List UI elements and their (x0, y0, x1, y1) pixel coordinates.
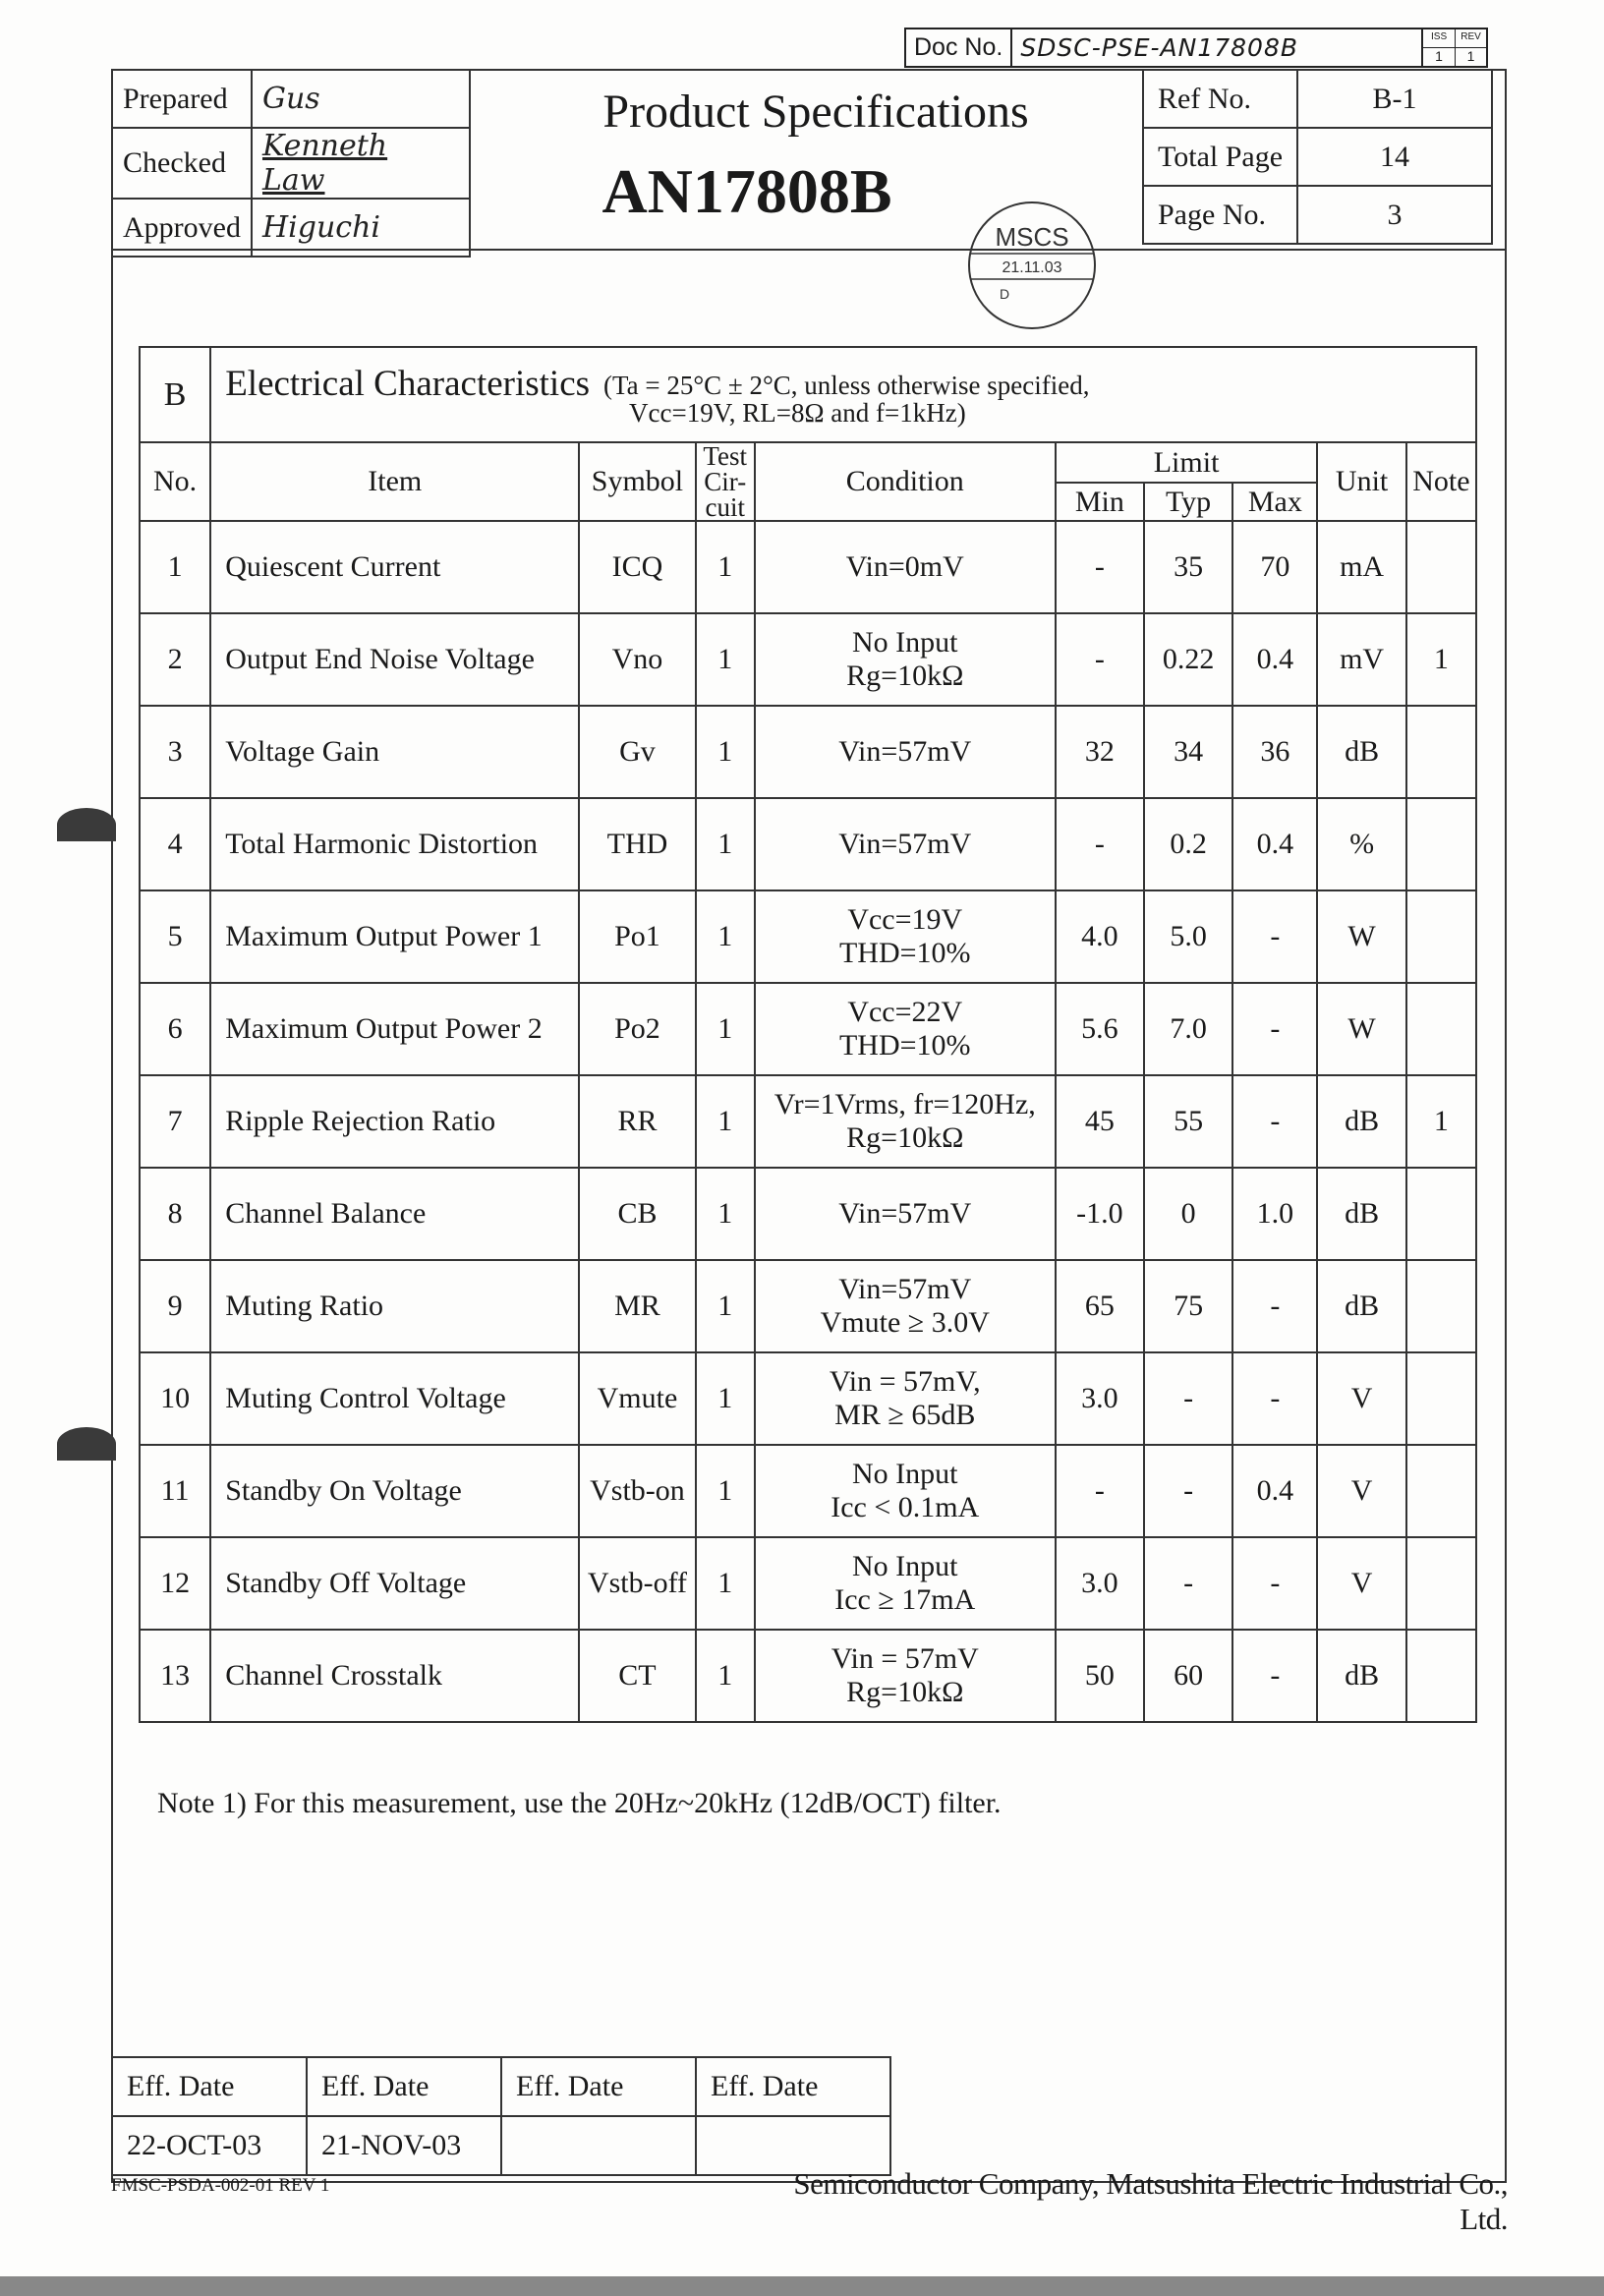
footnote: Note 1) For this measurement, use the 20Hz~20kHz (12dB/OCT) filter. (157, 1787, 1002, 1819)
cell-circuit: 1 (696, 983, 755, 1075)
table-row (140, 1075, 1476, 1168)
stamp-org: MSCS (995, 222, 1069, 252)
cell-no: 12 (140, 1537, 210, 1630)
cell-circuit: 1 (696, 613, 755, 706)
condition-cell (755, 1075, 1056, 1168)
cell-circuit: 1 (696, 521, 755, 613)
cell-typ: - (1144, 1352, 1232, 1445)
cell-unit: % (1317, 798, 1405, 890)
cell-item: Total Harmonic Distortion (210, 798, 579, 890)
condition-line: Vin=0mV (845, 550, 964, 583)
cell-note (1406, 1168, 1476, 1260)
cell-max: 70 (1232, 521, 1317, 613)
cell-min: 45 (1056, 1075, 1144, 1168)
cell-max: 0.4 (1232, 613, 1317, 706)
punch-hole-mark (57, 808, 116, 841)
table-row (140, 798, 1476, 890)
cell-max: 0.4 (1232, 798, 1317, 890)
eff-date-value: 21-NOV-03 (307, 2116, 501, 2175)
col-symbol: Symbol (579, 442, 695, 521)
condition-line: Icc < 0.1mA (831, 1491, 980, 1523)
cell-no: 6 (140, 983, 210, 1075)
table-row (140, 1168, 1476, 1260)
scan-edge (0, 2276, 1604, 2296)
cell-item: Ripple Rejection Ratio (210, 1075, 579, 1168)
cell-unit: W (1317, 983, 1405, 1075)
cell-no: 4 (140, 798, 210, 890)
electrical-characteristics-table (139, 346, 1477, 1723)
eff-label-row (112, 2057, 890, 2116)
col-unit: Unit (1317, 442, 1405, 521)
condition-cell (755, 1168, 1056, 1260)
cell-item: Maximum Output Power 2 (210, 983, 579, 1075)
cell-circuit: 1 (696, 1630, 755, 1722)
effective-date-table (111, 2056, 891, 2176)
col-item: Item (210, 442, 579, 521)
condition-line: Vmute ≥ 3.0V (820, 1306, 990, 1339)
cell-note: 1 (1406, 1075, 1476, 1168)
reference-row (1143, 128, 1492, 186)
cell-min: 32 (1056, 706, 1144, 798)
cell-note (1406, 1537, 1476, 1630)
condition-line: Vcc=19V (847, 903, 963, 936)
cell-circuit: 1 (696, 1168, 755, 1260)
condition-cell (755, 613, 1056, 706)
condition-line: Rg=10kΩ (846, 1121, 964, 1154)
approval-row (112, 128, 470, 199)
cell-min: - (1056, 1445, 1144, 1537)
cell-typ: - (1144, 1445, 1232, 1537)
cell-symbol: THD (579, 798, 695, 890)
cell-circuit: 1 (696, 798, 755, 890)
cell-unit: mA (1317, 521, 1405, 613)
cell-circuit: 1 (696, 890, 755, 983)
cell-max: 1.0 (1232, 1168, 1317, 1260)
cell-no: 11 (140, 1445, 210, 1537)
condition-line: MR ≥ 65dB (834, 1399, 976, 1431)
table-row (140, 706, 1476, 798)
cell-unit: dB (1317, 1260, 1405, 1352)
cell-unit: dB (1317, 706, 1405, 798)
approval-label: Prepared (112, 70, 252, 128)
table-body (140, 521, 1476, 1722)
cell-no: 5 (140, 890, 210, 983)
cell-symbol: Vstb-off (579, 1537, 695, 1630)
cell-note (1406, 1352, 1476, 1445)
reference-label: Total Page (1143, 128, 1297, 186)
cell-typ: 5.0 (1144, 890, 1232, 983)
cell-note (1406, 1260, 1476, 1352)
approval-label: Approved (112, 199, 252, 257)
cell-typ: 75 (1144, 1260, 1232, 1352)
eff-date-label: Eff. Date (696, 2057, 890, 2116)
cell-typ: - (1144, 1537, 1232, 1630)
cell-no: 2 (140, 613, 210, 706)
cell-min: -1.0 (1056, 1168, 1144, 1260)
col-no: No. (140, 442, 210, 521)
condition-line: Rg=10kΩ (846, 660, 964, 692)
approval-label: Checked (112, 128, 252, 199)
cell-min: 4.0 (1056, 890, 1144, 983)
issue-revision-box (1421, 29, 1486, 66)
cell-symbol: RR (579, 1075, 695, 1168)
cell-min: 50 (1056, 1630, 1144, 1722)
cell-note (1406, 890, 1476, 983)
cell-typ: 34 (1144, 706, 1232, 798)
reference-value: B-1 (1297, 70, 1492, 128)
condition-line: Vin = 57mV, (829, 1365, 981, 1398)
doc-number-label: Doc No. (906, 29, 1012, 66)
issue-label: ISS (1431, 31, 1448, 42)
cell-max: - (1232, 1260, 1317, 1352)
cell-item: Channel Balance (210, 1168, 579, 1260)
prepared-signature: Gus (252, 70, 470, 128)
reference-row (1143, 70, 1492, 128)
cell-item: Output End Noise Voltage (210, 613, 579, 706)
cell-max: - (1232, 983, 1317, 1075)
approval-table (111, 69, 471, 258)
doc-number-box (904, 28, 1488, 68)
cell-typ: 0.22 (1144, 613, 1232, 706)
condition-cell (755, 890, 1056, 983)
stamp-mark: D (999, 286, 1010, 302)
doc-number-value: SDSC-PSE-AN17808B (1020, 33, 1299, 62)
condition-cell (755, 983, 1056, 1075)
cell-typ: 7.0 (1144, 983, 1232, 1075)
col-test-circuit: Test Cir- cuit (696, 442, 755, 521)
table-row (140, 1630, 1476, 1722)
cell-note (1406, 521, 1476, 613)
cell-min: - (1056, 798, 1144, 890)
cell-typ: 0 (1144, 1168, 1232, 1260)
column-header-row (140, 442, 1476, 483)
condition-line: Vr=1Vrms, fr=120Hz, (773, 1088, 1036, 1120)
cell-unit: dB (1317, 1168, 1405, 1260)
reference-value: 3 (1297, 186, 1492, 244)
cell-symbol: Vno (579, 613, 695, 706)
col-limit: Limit (1056, 442, 1318, 483)
section-letter: B (140, 347, 210, 442)
condition-line: Vin=57mV (838, 735, 972, 768)
table-row (140, 983, 1476, 1075)
cell-max: 0.4 (1232, 1445, 1317, 1537)
cell-typ: 35 (1144, 521, 1232, 613)
cell-symbol: Po1 (579, 890, 695, 983)
cell-unit: mV (1317, 613, 1405, 706)
cell-max: - (1232, 1352, 1317, 1445)
cell-no: 1 (140, 521, 210, 613)
cell-note: 1 (1406, 613, 1476, 706)
punch-hole-mark (57, 1427, 116, 1461)
cell-item: Quiescent Current (210, 521, 579, 613)
table-row (140, 521, 1476, 613)
section-conditions-line1: (Ta = 25°C ± 2°C, unless otherwise specified, (603, 370, 1090, 400)
reference-table (1142, 69, 1493, 245)
reference-row (1143, 186, 1492, 244)
cell-circuit: 1 (696, 1075, 755, 1168)
cell-unit: V (1317, 1445, 1405, 1537)
table-row (140, 1260, 1476, 1352)
condition-cell (755, 1260, 1056, 1352)
cell-max: - (1232, 1075, 1317, 1168)
table-row (140, 1537, 1476, 1630)
condition-line: Vin = 57mV (831, 1642, 979, 1675)
cell-circuit: 1 (696, 1260, 755, 1352)
cell-symbol: Gv (579, 706, 695, 798)
reference-label: Ref No. (1143, 70, 1297, 128)
table-row (140, 890, 1476, 983)
condition-cell (755, 798, 1056, 890)
cell-no: 9 (140, 1260, 210, 1352)
cell-item: Muting Ratio (210, 1260, 579, 1352)
condition-cell (755, 706, 1056, 798)
condition-line: No Input (852, 626, 958, 659)
table-row (140, 613, 1476, 706)
reference-value: 14 (1297, 128, 1492, 186)
cell-item: Standby Off Voltage (210, 1537, 579, 1630)
cell-circuit: 1 (696, 1445, 755, 1537)
reference-label: Page No. (1143, 186, 1297, 244)
condition-line: Vin=57mV (838, 1273, 972, 1305)
eff-date-label: Eff. Date (501, 2057, 696, 2116)
section-title-cell (210, 347, 1476, 442)
condition-line: Vin=57mV (838, 828, 972, 860)
cell-note (1406, 1445, 1476, 1537)
cell-note (1406, 798, 1476, 890)
cell-symbol: CT (579, 1630, 695, 1722)
cell-typ: 60 (1144, 1630, 1232, 1722)
stamp-date: 21.11.03 (1002, 259, 1062, 276)
cell-circuit: 1 (696, 706, 755, 798)
section-conditions-line2: Vcc=19V, RL=8Ω and f=1kHz) (629, 397, 966, 428)
cell-unit: dB (1317, 1075, 1405, 1168)
condition-cell (755, 1537, 1056, 1630)
cell-no: 8 (140, 1168, 210, 1260)
table-row (140, 1445, 1476, 1537)
condition-cell (755, 1352, 1056, 1445)
eff-date-label: Eff. Date (307, 2057, 501, 2116)
cell-unit: W (1317, 890, 1405, 983)
eff-date-value: 22-OCT-03 (112, 2116, 307, 2175)
cell-max: - (1232, 1630, 1317, 1722)
cell-unit: V (1317, 1352, 1405, 1445)
section-header-row (140, 347, 1476, 442)
eff-date-value (501, 2116, 696, 2175)
product-code: AN17808B (602, 156, 892, 226)
cell-typ: 55 (1144, 1075, 1232, 1168)
cell-min: 5.6 (1056, 983, 1144, 1075)
cell-max: 36 (1232, 706, 1317, 798)
cell-max: - (1232, 1537, 1317, 1630)
cell-item: Muting Control Voltage (210, 1352, 579, 1445)
cell-item: Voltage Gain (210, 706, 579, 798)
col-min: Min (1056, 483, 1144, 521)
header-divider (111, 249, 1507, 251)
issue-value: 1 (1435, 48, 1443, 64)
condition-cell (755, 1630, 1056, 1722)
company-name: Semiconductor Company, Matsushita Electric Industrial Co., Ltd. (793, 2166, 1508, 2236)
cell-no: 10 (140, 1352, 210, 1445)
cell-no: 7 (140, 1075, 210, 1168)
cell-symbol: Vmute (579, 1352, 695, 1445)
condition-line: THD=10% (838, 937, 971, 969)
document-title: Product Specifications (602, 86, 1029, 138)
condition-cell (755, 521, 1056, 613)
cell-symbol: Po2 (579, 983, 695, 1075)
approval-stamp (963, 197, 1101, 334)
cell-min: - (1056, 521, 1144, 613)
condition-line: No Input (852, 1550, 958, 1582)
cell-symbol: ICQ (579, 521, 695, 613)
approved-signature: Higuchi (252, 199, 470, 257)
cell-note (1406, 706, 1476, 798)
cell-item: Channel Crosstalk (210, 1630, 579, 1722)
col-max: Max (1232, 483, 1317, 521)
revision-label: REV (1455, 29, 1487, 47)
section-title: Electrical Characteristics (225, 363, 591, 404)
cell-unit: V (1317, 1537, 1405, 1630)
condition-line: Rg=10kΩ (846, 1676, 964, 1708)
cell-unit: dB (1317, 1630, 1405, 1722)
cell-min: 3.0 (1056, 1352, 1144, 1445)
cell-item: Maximum Output Power 1 (210, 890, 579, 983)
col-condition: Condition (755, 442, 1056, 521)
condition-line: Vin=57mV (838, 1197, 972, 1230)
condition-cell (755, 1445, 1056, 1537)
condition-line: Vcc=22V (847, 996, 963, 1028)
cell-symbol: MR (579, 1260, 695, 1352)
revision-value: 1 (1455, 48, 1487, 66)
eff-date-label: Eff. Date (112, 2057, 307, 2116)
cell-max: - (1232, 890, 1317, 983)
cell-min: 3.0 (1056, 1537, 1144, 1630)
cell-circuit: 1 (696, 1537, 755, 1630)
cell-note (1406, 983, 1476, 1075)
checked-signature: Kenneth Law (252, 128, 470, 199)
cell-no: 3 (140, 706, 210, 798)
cell-note (1406, 1630, 1476, 1722)
col-typ: Typ (1144, 483, 1232, 521)
cell-typ: 0.2 (1144, 798, 1232, 890)
cell-item: Standby On Voltage (210, 1445, 579, 1537)
approval-row (112, 70, 470, 128)
cell-min: 65 (1056, 1260, 1144, 1352)
cell-symbol: CB (579, 1168, 695, 1260)
table-row (140, 1352, 1476, 1445)
form-number: FMSC-PSDA-002-01 REV 1 (111, 2175, 330, 2196)
cell-min: - (1056, 613, 1144, 706)
condition-line: THD=10% (838, 1029, 971, 1062)
cell-circuit: 1 (696, 1352, 755, 1445)
col-note: Note (1406, 442, 1476, 521)
cell-no: 13 (140, 1630, 210, 1722)
condition-line: Icc ≥ 17mA (834, 1583, 976, 1616)
condition-line: No Input (852, 1458, 958, 1490)
cell-symbol: Vstb-on (579, 1445, 695, 1537)
